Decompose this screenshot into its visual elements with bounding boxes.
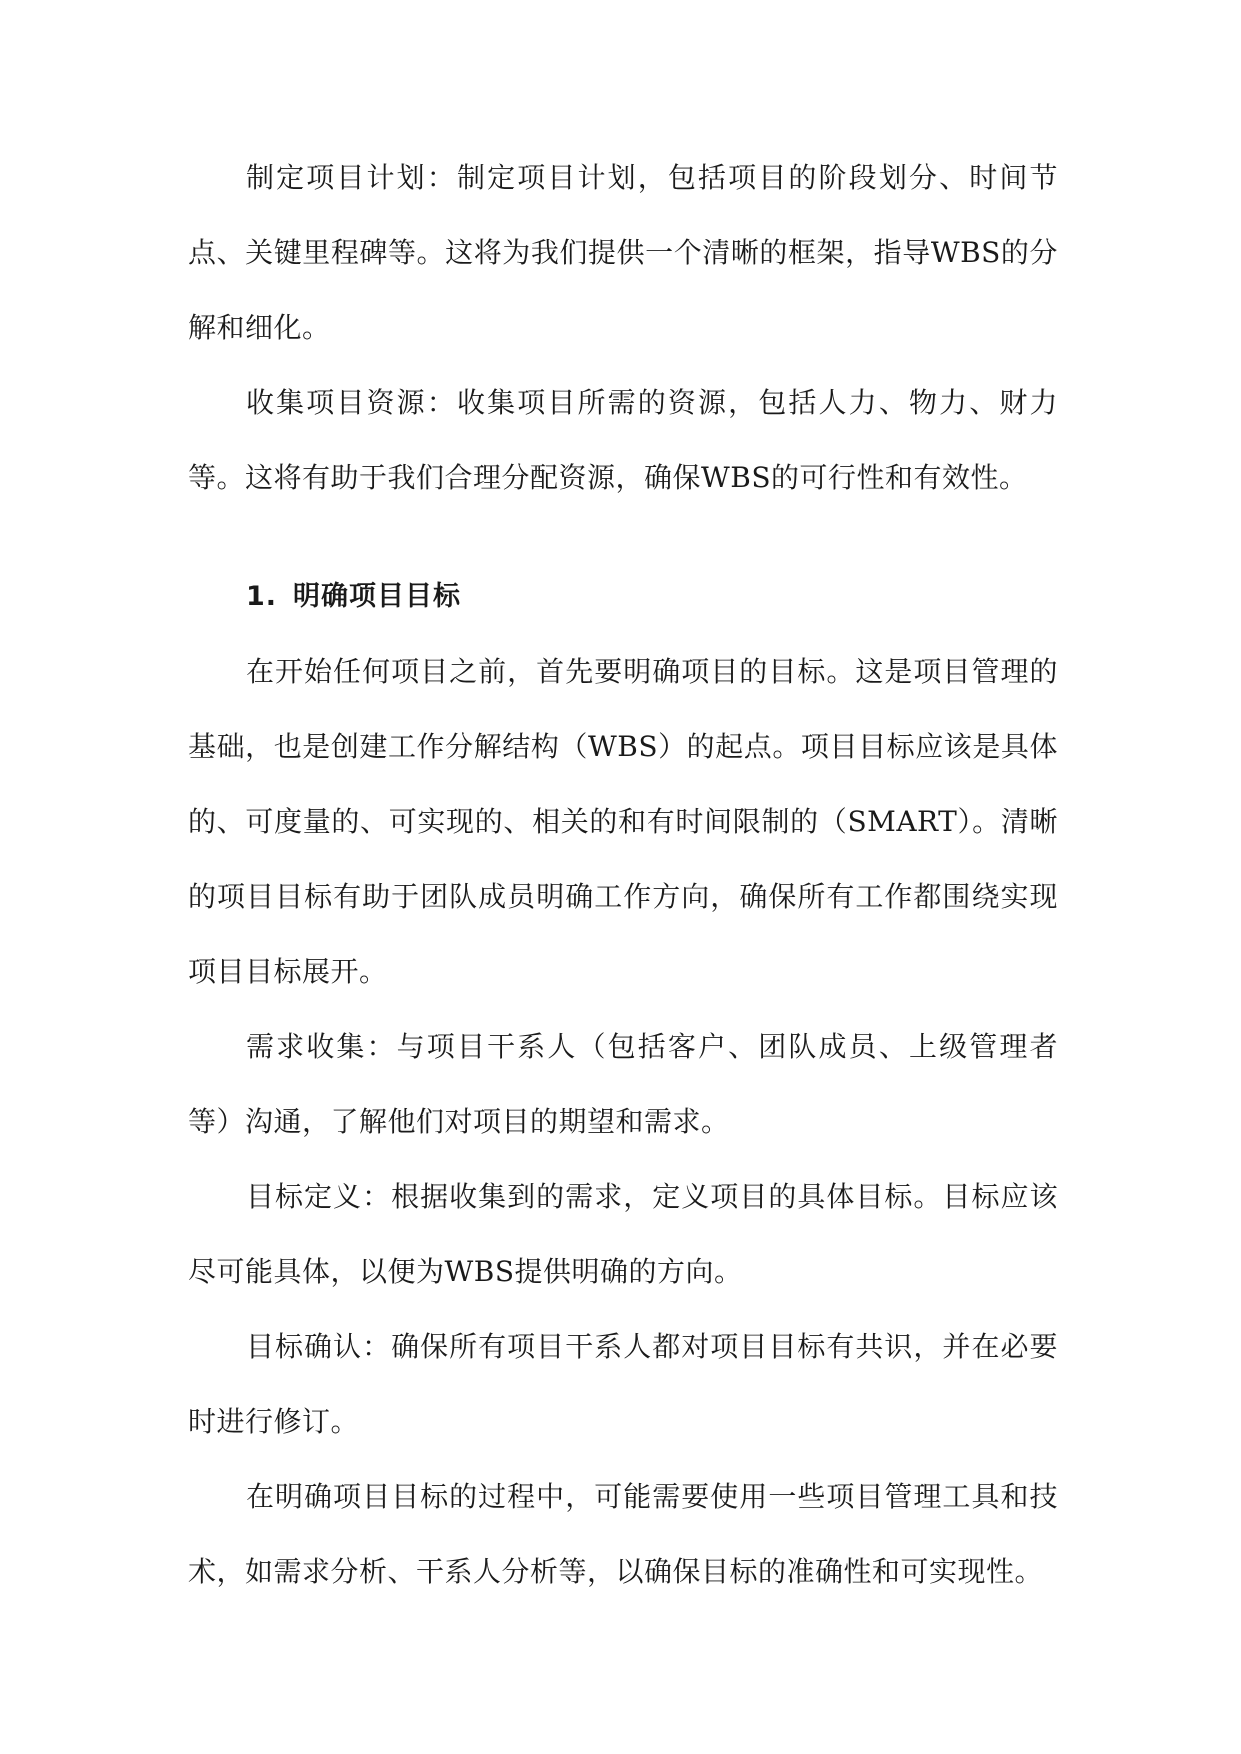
section-title: 明确项目目标 — [293, 581, 462, 612]
paragraph-goal-overview: 在开始任何项目之前，首先要明确项目的目标。这是项目管理的基础，也是创建工作分解结构（WBS）的起点。项目目标应该是具体的、可度量的、可实现的、相关的和有时间限制的（SMART）。清晰的项目目标有助于团队成员明确工作方向，确保所有工作都围绕实现项目目标展开。 — [188, 655, 1058, 988]
paragraph-goal-confirmation: 目标确认：确保所有项目干系人都对项目目标有共识，并在必要时进行修订。 — [188, 1330, 1058, 1438]
section-number: 1. — [246, 581, 278, 612]
paragraph-project-resources: 收集项目资源：收集项目所需的资源，包括人力、物力、财力等。这将有助于我们合理分配资源，确保WBS的可行性和有效性。 — [188, 386, 1058, 494]
paragraph-requirement-collection: 需求收集：与项目干系人（包括客户、团队成员、上级管理者等）沟通，了解他们对项目的期望和需求。 — [188, 1030, 1058, 1138]
document-page — [188, 140, 1058, 1609]
paragraph-project-plan: 制定项目计划：制定项目计划，包括项目的阶段划分、时间节点、关键里程碑等。这将为我们提供一个清晰的框架，指导WBS的分解和细化。 — [188, 161, 1058, 344]
paragraph-goal-definition: 目标定义：根据收集到的需求，定义项目的具体目标。目标应该尽可能具体，以便为WBS提供明确的方向。 — [188, 1180, 1058, 1288]
section-heading — [188, 559, 1058, 634]
paragraph-tools-techniques: 在明确项目目标的过程中，可能需要使用一些项目管理工具和技术，如需求分析、干系人分析等，以确保目标的准确性和可实现性。 — [188, 1480, 1058, 1588]
